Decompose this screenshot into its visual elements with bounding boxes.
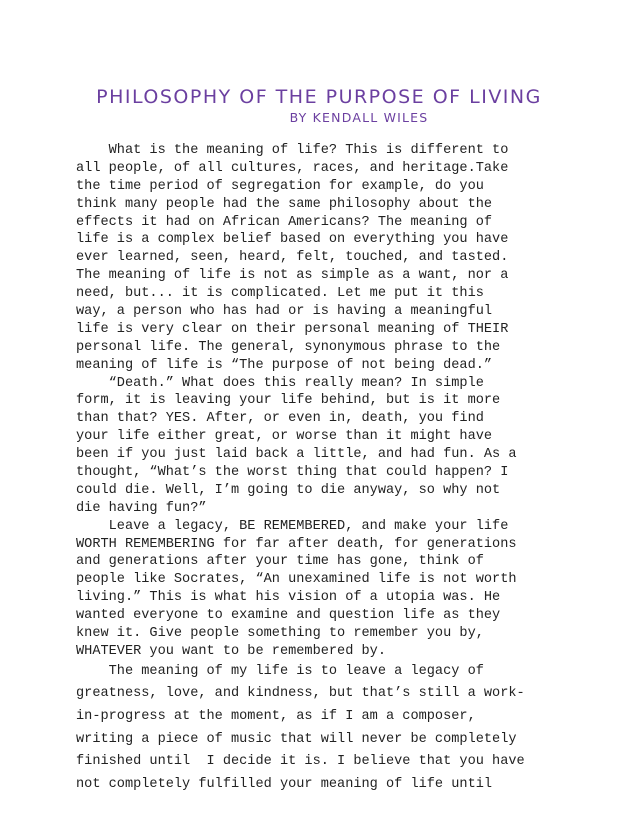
text-line: life is very clear on their personal meaning of THEIR bbox=[76, 321, 509, 337]
paragraph-3 bbox=[76, 518, 566, 661]
text-line: the time period of segregation for example, do you bbox=[76, 178, 484, 194]
text-line: all people, of all cultures, races, and heritage.Take bbox=[76, 160, 509, 176]
text-line: wanted everyone to examine and question life as they bbox=[76, 608, 501, 624]
text-line: writing a piece of music that will never be completely bbox=[76, 731, 517, 747]
text-line: greatness, love, and kindness, but that’s still a work- bbox=[76, 686, 525, 702]
text-line: The meaning of life is not as simple as a want, nor a bbox=[76, 268, 509, 284]
text-line: personal life. The general, synonymous phrase to the bbox=[76, 339, 501, 355]
text-line: could die. Well, I’m going to die anyway, so why not bbox=[76, 482, 501, 498]
text-line: What is the meaning of life? This is different to bbox=[76, 143, 509, 158]
text-line: finished until I decide it is. I believe that you have bbox=[76, 754, 525, 770]
paragraph-2 bbox=[76, 375, 566, 518]
paragraph-1 bbox=[76, 142, 566, 375]
text-line: knew it. Give people something to remember you by, bbox=[76, 626, 484, 642]
document-byline: BY KENDALL WILES bbox=[289, 110, 429, 125]
text-line: in-progress at the moment, as if I am a composer, bbox=[76, 709, 476, 725]
text-line: way, a person who has had or is having a meaningful bbox=[76, 304, 493, 320]
text-line: been if you just laid back a little, and had fun. As a bbox=[76, 447, 517, 463]
text-line: Leave a legacy, BE REMEMBERED, and make your life bbox=[76, 518, 509, 534]
text-line: life is a complex belief based on everything you have bbox=[76, 232, 509, 248]
text-line: living.” This is what his vision of a utopia was. He bbox=[76, 590, 501, 606]
text-line: ever learned, seen, heard, felt, touched, and tasted. bbox=[76, 250, 509, 266]
text-line: die having fun?” bbox=[76, 500, 207, 516]
text-line: think many people had the same philosophy about the bbox=[76, 196, 493, 212]
text-line: your life either great, or worse than it might have bbox=[76, 429, 493, 445]
text-line: meaning of life is “The purpose of not being dead.” bbox=[76, 357, 493, 373]
text-line: and generations after your time has gone, think of bbox=[76, 554, 484, 570]
document-title: PHILOSOPHY OF THE PURPOSE OF LIVING bbox=[96, 86, 542, 108]
document-body bbox=[76, 142, 566, 796]
text-line: thought, “What’s the worst thing that could happen? I bbox=[76, 465, 509, 481]
text-line: people like Socrates, “An unexamined life is not worth bbox=[76, 572, 517, 588]
text-line: WHATEVER you want to be remembered by. bbox=[76, 643, 386, 659]
text-line: not completely fulfilled your meaning of life until bbox=[76, 776, 493, 792]
text-line: than that? YES. After, or even in, death, you find bbox=[76, 411, 484, 427]
text-line: The meaning of my life is to leave a legacy of bbox=[76, 663, 484, 679]
text-line: “Death.” What does this really mean? In simple bbox=[76, 375, 484, 391]
text-line: form, it is leaving your life behind, but is it more bbox=[76, 393, 501, 409]
paragraph-4 bbox=[76, 661, 566, 797]
text-line: need, but... it is complicated. Let me put it this bbox=[76, 286, 484, 302]
text-line: effects it had on African Americans? The meaning of bbox=[76, 214, 493, 230]
text-line: WORTH REMEMBERING for far after death, for generations bbox=[76, 536, 517, 552]
